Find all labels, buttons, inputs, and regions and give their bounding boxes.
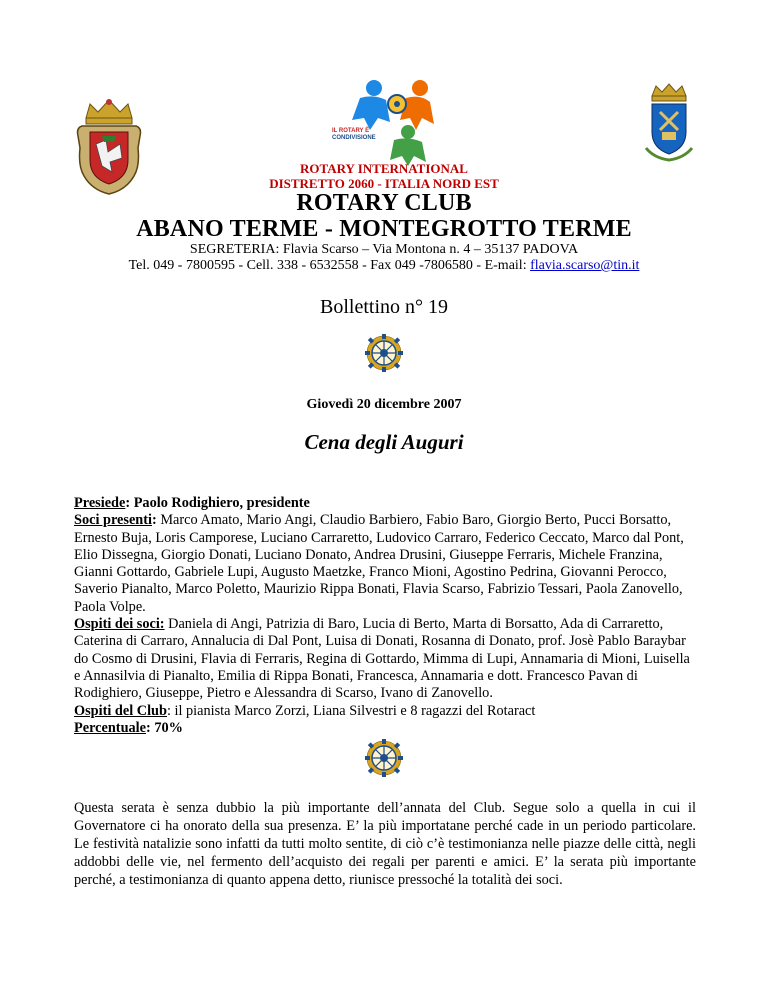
ospiti-soci-list: Daniela di Angi, Patrizia di Baro, Lucia di Berto, Marta di Borsatto, Ada di Carraretto, Caterina di Carraro, Annalucia di Dal Pont, Luisa di Donati, Rosanna di Donato, prof. Josè Pablo Baraybar do Cosmo di Drusini, Flavia di Ferraris, Regina di Gottardo, Mimma di Lupi, Annamaria di Mioni, Luisella e Annasilvia di Pianalto, Emilia di Rippa Bonati, Francesca, Annamaria e dott. Francesco Pavan di Rodighiero, Giuseppe, Pietro e Alessandra di Scarso, Ivano di Zanovello. [74,616,690,702]
presiede-label: Presiede [74,495,126,511]
soci-list: Marco Amato, Mario Angi, Claudio Barbiero, Fabio Baro, Giorgio Berto, Pucci Borsatto, Ernesto Buja, Loris Camporese, Luciano Carraretto, Ludovico Carraro, Federico Ceccato, Marco dal Pont, Elio Dissegna, Giorgio Donati, Luciano Donato, Andrea Drusini, Giuseppe Ferraris, Michele Franzina, Gianni Gottardo, Gabriele Lupi, Augusto Maetzke, Franco Mioni, Agostino Pedrina, Giovanni Perocco, Saverio Pianalto, Marco Poletto, Maurizio Rippa Bonati, Flavia Scarso, Fabrizio Tessari, Paola Zanovello, Paola Volpe. [74,512,684,615]
ospiti-club-line [74,703,696,720]
org-line-2: DISTRETTO 2060 - ITALIA NORD EST [269,176,499,191]
rotary-wheel-icon [364,333,404,378]
town-crest-icon [640,82,698,162]
logo-text-line2: CONDIVISIONE [332,135,376,141]
attendance-block [74,495,696,737]
segreteria-line: SEGRETERIA: Flavia Scarso – Via Montona n. 4 – 35137 PADOVA [189,242,579,257]
club-title-2: ABANO TERME - MONTEGROTTO TERME [136,216,632,242]
ospiti-soci-label: Ospiti dei soci: [74,616,165,633]
soci-label: Soci presenti [74,512,152,529]
soci-presenti-line [74,512,696,616]
club-title-1: ROTARY CLUB [296,190,472,216]
percentuale-value: : 70% [146,719,183,736]
logo-text-line1: IL ROTARY È [332,128,370,134]
ospiti-soci-line [74,616,696,702]
ospiti-club-label: Ospiti del Club [74,702,167,719]
rotary-wheel-icon [364,738,404,783]
soci-colon: : [151,512,161,529]
percentuale-line [74,720,696,737]
ospiti-club-list: : il pianista Marco Zorzi, Liana Silvestri e 8 ragazzi del Rotaract [166,702,536,719]
org-line-1: ROTARY INTERNATIONAL [300,161,468,176]
contacts-text: Tel. 049 - 7800595 - Cell. 338 - 6532558 - Fax 049 -7806580 - E-mail: [128,258,531,273]
percentuale-label: Percentuale [74,719,146,736]
presiede-line [74,495,696,512]
event-title: Cena degli Auguri [304,430,464,454]
contacts-line [0,258,768,274]
email-link[interactable]: flavia.scarso@tin.it [530,258,640,273]
presiede-value: : Paolo Rodighiero, presidente [125,495,310,511]
body-paragraph: Questa serata è senza dubbio la più importante dell’annata del Club. Segue solo a quella in cui il Governatore ci ha onorato della sua presenza. E’ la più importatane perché cade in un periodo particolare. Le festività natalizie sono infatti da tutti molto sentite, di ciò c’è testimonianza nelle piazze delle città, negli addobbi delle vie, nel fermento dell’acquisto dei regali per parenti e amici. E’ la serata più importante perché, a testimonianza di quanto appena detto, riunisce pressoché la totalità dei soci. [74,800,696,888]
bulletin-number: Bollettino n° 19 [320,296,448,318]
event-date: Giovedì 20 dicembre 2007 [306,397,462,412]
rotary-condivisione-logo [330,76,440,166]
